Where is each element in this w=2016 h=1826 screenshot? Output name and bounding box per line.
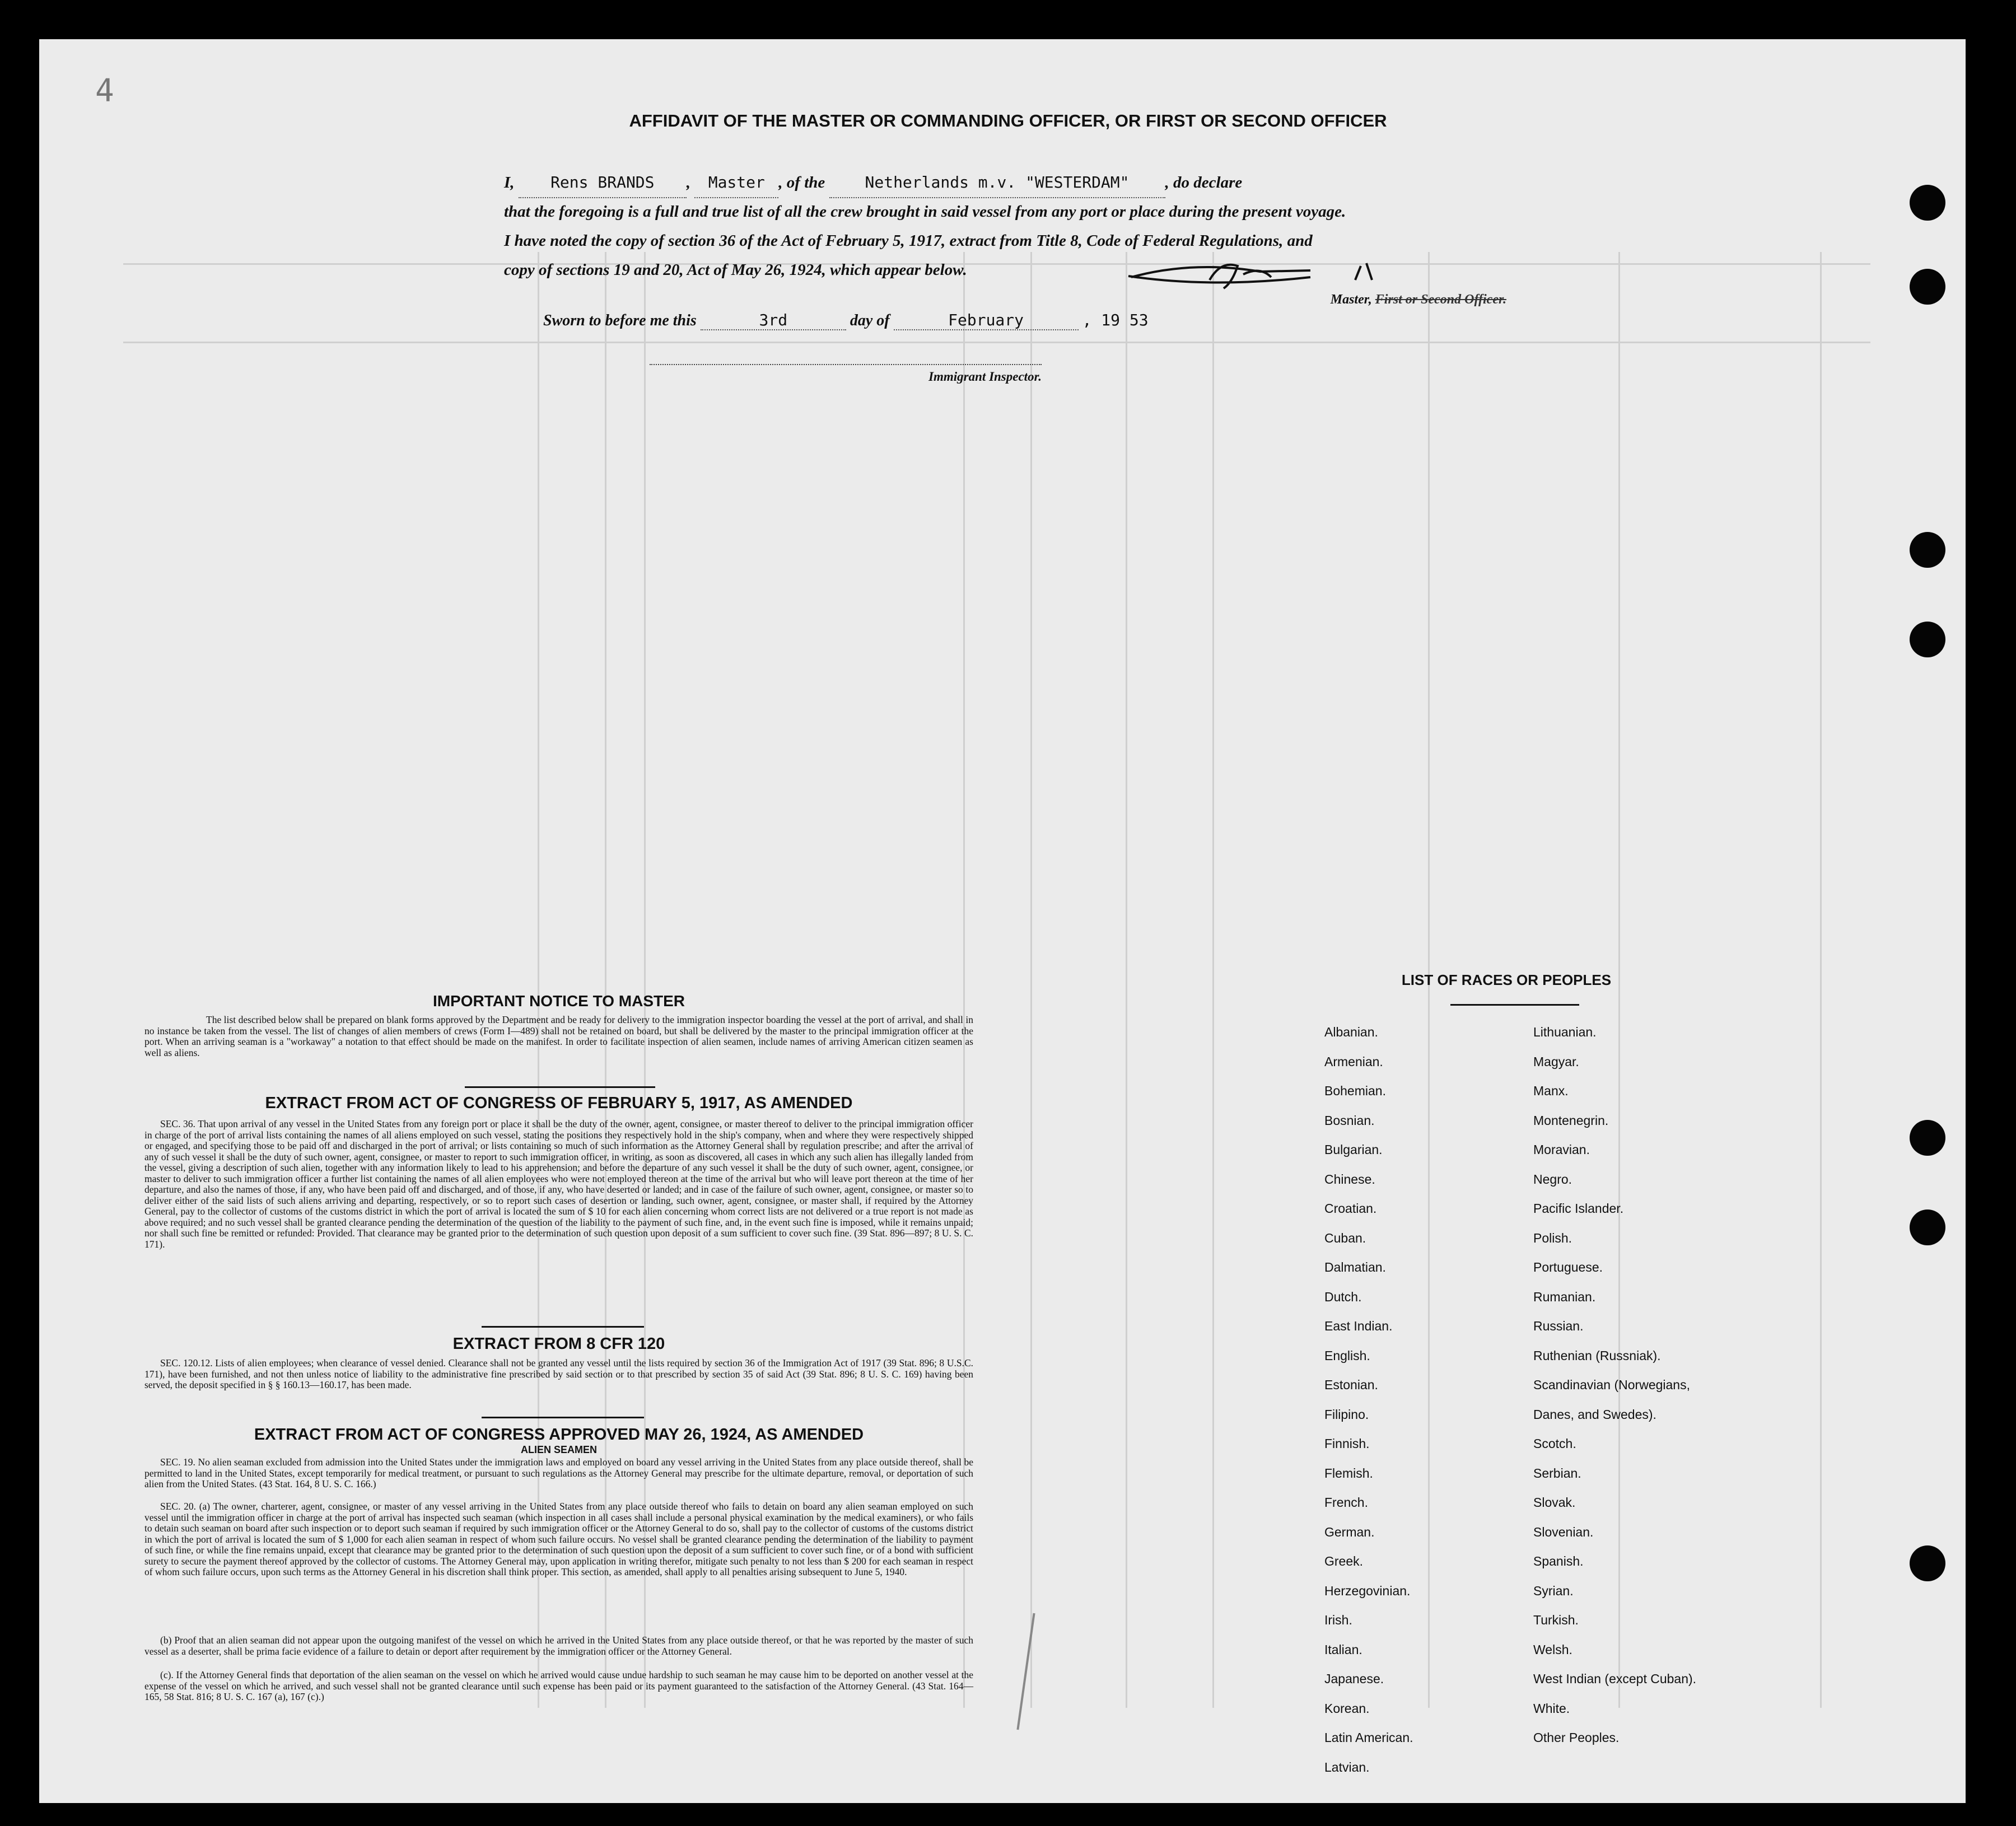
race-item: German. [1324, 1524, 1375, 1539]
race-item: Flemish. [1324, 1465, 1373, 1481]
extract-1924-heading: EXTRACT FROM ACT OF CONGRESS APPROVED MAY 26, 1924, AS AMENDED [254, 1426, 864, 1444]
comma: , [686, 174, 691, 192]
race-item: Russian. [1533, 1319, 1584, 1333]
race-item: Finnish. [1324, 1436, 1370, 1451]
races-column-2 [1533, 1025, 1696, 1760]
race-item: West Indian (except Cuban). [1533, 1671, 1697, 1686]
master-label: Master, [1330, 292, 1372, 307]
race-item: Slovak. [1533, 1495, 1576, 1510]
race-item: Magyar. [1533, 1054, 1579, 1069]
punch-hole [1910, 269, 1945, 305]
race-item: Scotch. [1533, 1436, 1576, 1451]
affidavit-title: AFFIDAVIT OF THE MASTER OR COMMANDING OFFICER, OR FIRST OR SECOND OFFICER [629, 111, 1387, 130]
bleed-through-line [1212, 252, 1214, 1708]
struck-officer-label: First or Second Officer. [1375, 292, 1506, 307]
sec-19-text: SEC. 19. No alien seaman excluded from admission into the United States under the immigration laws and employed on board any vessel arriving in the United States from any place outside thereof, shall be permitted to land in the United States, except temporarily for medical treatment, or pursuant to such regulations as the Attorney General may prescribe for the ultimate departure, removal, or deportation of such alien from the United States. (43 Stat. 164, 8 U. S. C. 166.) [144, 1456, 973, 1489]
of-the-label: , of the [778, 174, 825, 192]
immigrant-inspector-label: Immigrant Inspector. [650, 364, 1042, 384]
section-rule [482, 1417, 644, 1418]
race-item: Herzegovinian. [1324, 1583, 1411, 1598]
punch-hole [1910, 1120, 1945, 1156]
race-item: Pacific Islander. [1533, 1201, 1624, 1216]
master-rank: Master [694, 168, 778, 198]
bleed-through-line [1126, 252, 1127, 1708]
race-item: Other Peoples. [1533, 1730, 1620, 1745]
race-item: Korean. [1324, 1701, 1370, 1716]
race-item: Armenian. [1324, 1054, 1383, 1069]
race-item: Italian. [1324, 1642, 1362, 1657]
race-item: Bulgarian. [1324, 1142, 1383, 1157]
race-item: Scandinavian (Norwegians, [1533, 1377, 1690, 1392]
section-rule [465, 1086, 655, 1088]
extract-cfr-text: SEC. 120.12. Lists of alien employees; when clearance of vessel denied. Clearance shall not be granted any vessel until the lists required by section 36 of the Immigration Act of 1917 (39 Stat. 896; 8 U.S.C. 171), have been furnished, and not then unless notice of liability to the administrative fine prescribed by said section or to that prescribed by section 35 of said Act (39 Stat. 896; 8 U. S. C. 169) having been served, the deposit specified in § § 160.13—160.17, has been made. [144, 1357, 973, 1390]
races-title: LIST OF RACES OR PEOPLES [1401, 972, 1612, 988]
race-item: Ruthenian (Russniak). [1533, 1348, 1661, 1363]
race-item: Rumanian. [1533, 1289, 1596, 1304]
sec-20a-text: SEC. 20. (a) The owner, charterer, agent, consignee, or master of any vessel arriving in the United States from any place outside thereof who fails to detain on board any alien seaman employed on such vessel until the immigration officer in charge at the port of arrival has inspected such seaman (which inspection in all cases shall include a personal physical examination by the medical examiners), or who fails to detain such seaman on board after such inspection or to deport such seaman if required by such immigration officer or the Attorney General to do so, shall pay to the collector of customs of the customs district in which the port of arrival is located the sum of $ 1,000 for each alien seaman in respect of whom such failure occurs. No vessel shall be granted clearance pending the determination of the liability to payment of such fine, or while the fine remains unpaid, except that clearance may be granted prior to the determination of such question upon the deposit of a sum sufficient to cover such fine, or of a bond with sufficient surety to secure the payment thereof approved by the collector of customs. The Attorney General may, upon application in writing therefor, mitigate such penalty to not less than $ 200 for each seaman in respect of whom such failure occurs, upon such terms as the Attorney General in his discretion shall think proper. This section, as amended, shall apply to all penalties arising subsequent to June 5, 1940. [144, 1501, 973, 1577]
punch-hole [1910, 532, 1945, 568]
punch-hole [1910, 185, 1945, 221]
bleed-through-line [123, 342, 1870, 343]
race-item: Turkish. [1533, 1613, 1579, 1627]
affidavit-line-2: that the foregoing is a full and true list of all the crew brought in said vessel from any port or place during the present voyage. [504, 203, 1346, 221]
races-rule [1450, 1004, 1579, 1006]
race-item: English. [1324, 1348, 1370, 1363]
race-item: Welsh. [1533, 1642, 1572, 1657]
race-item: Serbian. [1533, 1465, 1581, 1481]
race-item: Polish. [1533, 1230, 1572, 1245]
master-name: Rens BRANDS [519, 168, 687, 198]
race-item: Chinese. [1324, 1171, 1375, 1187]
race-item: Negro. [1533, 1171, 1572, 1187]
race-item: Cuban. [1324, 1230, 1366, 1245]
race-item: French. [1324, 1495, 1368, 1510]
extract-1917-text: SEC. 36. That upon arrival of any vessel in the United States from any foreign port or place it shall be the duty of the owner, agent, consignee, or master thereof to deliver to the principal immigration officer in charge of the port of arrival lists containing the names of all aliens employed on such vessel, stating the positions they respectively hold in the ship's company, when and where they were respectively shipped or engaged, and specifying those to be paid off and discharged in the port of arrival; or lists containing so much of such information as the Attorney General shall by regulation prescribe; and after the arrival of any of such vessel it shall be the duty of such owner, agent, consignee, or master to report to such immigration officer, in writing, as soon as discovered, all cases in which any such alien has illegally landed from the vessel, giving a description of such alien, together with any information likely to lead to his apprehension; and before the departure of any such vessel it shall be the duty of such owner, agent, consignee, or master to deliver to such immigration officer a further list containing the names of all alien employees who were not employed thereon at the time of the arrival but who will leave port thereon at the time of her departure, and also the names of those, if any, who have been paid off and discharged, and of those, if any, who have deserted or landed; and in case of the failure of such owner, agent, consignee, or master so to deliver either of the said lists of such aliens arriving and departing, respectively, or so to report such cases of desertion or landing, such owner, agent, consignee, or master shall, if required by the Attorney General, pay to the collector of customs of the customs district in which the port of arrival is located the sum of $ 10 for each alien concerning whom correct lists are not delivered or a true report is not made as above required; and no such vessel shall be granted clearance pending the determination of the question of the liability to the payment of such fine, and, in the event such fine is imposed, while it remains unpaid; nor shall such fine be remitted or refunded: Provided. That clearance may be granted prior to the determination of such question upon deposit of a sum sufficient to cover such fine. (39 Stat. 896—897; 8 U. S. C. 171). [144, 1118, 973, 1250]
sworn-statement [543, 311, 1327, 330]
race-item: Lithuanian. [1533, 1025, 1597, 1039]
notice-text: The list described below shall be prepared on blank forms approved by the Department and be ready for delivery to the immigration inspector boarding the vessel at the port of arrival, and shall in no instance be taken from the vessel. The list of changes of alien members of crews (Form I—489) shall not be retained on board, but shall be delivered by the master to the principal immigration officer at the port. When an arriving seaman is a "workaway" a notation to that effect should be made on the manifest. In order to facilitate inspection of alien seamen, include names of arriving American citizen seamen as well as aliens. [144, 1014, 973, 1058]
affidavit-line-3: I have noted the copy of section 36 of the Act of February 5, 1917, extract from Title 8, Code of Federal Regulations, and [504, 232, 1313, 250]
signature-caption [1131, 292, 1506, 307]
race-item: Portuguese. [1533, 1260, 1603, 1274]
punch-hole [1910, 1545, 1945, 1581]
affidavit-declaration [504, 168, 1523, 198]
corner-sheet-mark: 4 [95, 73, 114, 109]
race-item: Slovenian. [1533, 1524, 1594, 1539]
sworn-month: February [894, 311, 1079, 330]
race-item: Danes, and Swedes). [1533, 1407, 1656, 1422]
races-column-1 [1324, 1025, 1413, 1789]
race-item: Croatian. [1324, 1201, 1377, 1216]
vessel-name: Netherlands m.v. "WESTERDAM" [829, 168, 1165, 198]
alien-seamen-subheading: ALIEN SEAMEN [520, 1444, 597, 1455]
race-item: Latin American. [1324, 1730, 1413, 1745]
race-item: Latvian. [1324, 1759, 1370, 1774]
race-item: Bohemian. [1324, 1084, 1386, 1098]
extract-cfr-heading: EXTRACT FROM 8 CFR 120 [452, 1335, 665, 1353]
sec-20c-text: (c). If the Attorney General finds that deportation of the alien seaman on the vessel on which he arrived would cause undue hardship to such seaman he may cause him to be deported on another vessel at the expense of the vessel on which he arrived, and such vessel shall not be granted clearance until such expense has been paid or its payment guaranteed to the satisfaction of the Attorney General. (43 Stat. 164—165, 58 Stat. 816; 8 U. S. C. 167 (a), 167 (c).) [144, 1669, 973, 1702]
punch-hole [1910, 622, 1945, 657]
affidavit-line-4: copy of sections 19 and 20, Act of May 26, 1924, which appear below. [504, 261, 967, 279]
declare-label: , do declare [1165, 174, 1243, 192]
section-rule [482, 1326, 644, 1328]
race-item: Dutch. [1324, 1289, 1362, 1304]
day-of-label: day of [850, 312, 890, 329]
race-item: East Indian. [1324, 1319, 1393, 1333]
race-item: Montenegrin. [1533, 1113, 1609, 1128]
race-item: Japanese. [1324, 1671, 1384, 1686]
race-item: Manx. [1533, 1084, 1569, 1098]
race-item: Irish. [1324, 1613, 1352, 1627]
bleed-through-line [1030, 252, 1032, 1708]
race-item: Spanish. [1533, 1554, 1584, 1568]
sworn-day: 3rd [701, 311, 846, 330]
sworn-year: , 19 53 [1082, 311, 1149, 329]
bleed-through-line [1820, 252, 1822, 1708]
race-item: Bosnian. [1324, 1113, 1375, 1128]
affidavit-i: I, [504, 174, 515, 192]
race-item: Moravian. [1533, 1142, 1590, 1157]
extract-1917-heading: EXTRACT FROM ACT OF CONGRESS OF FEBRUARY 5, 1917, AS AMENDED [265, 1094, 853, 1112]
race-item: Greek. [1324, 1554, 1364, 1568]
race-item: White. [1533, 1701, 1570, 1716]
sworn-lead: Sworn to before me this [543, 312, 697, 329]
punch-hole [1910, 1209, 1945, 1245]
notice-heading: IMPORTANT NOTICE TO MASTER [432, 992, 685, 1010]
race-item: Syrian. [1533, 1583, 1574, 1598]
race-item: Dalmatian. [1324, 1260, 1386, 1274]
sec-20b-text: (b) Proof that an alien seaman did not appear upon the outgoing manifest of the vessel on which he arrived in the United States from any place outside thereof, or that he was reported by the master of such vessel as a deserter, shall be prima facie evidence of a failure to detain or deport after requirement by the immigration officer or the Attorney General. [144, 1634, 973, 1657]
race-item: Estonian. [1324, 1377, 1378, 1392]
race-item: Filipino. [1324, 1407, 1369, 1422]
race-item: Albanian. [1324, 1025, 1378, 1039]
master-signature [1126, 255, 1462, 294]
